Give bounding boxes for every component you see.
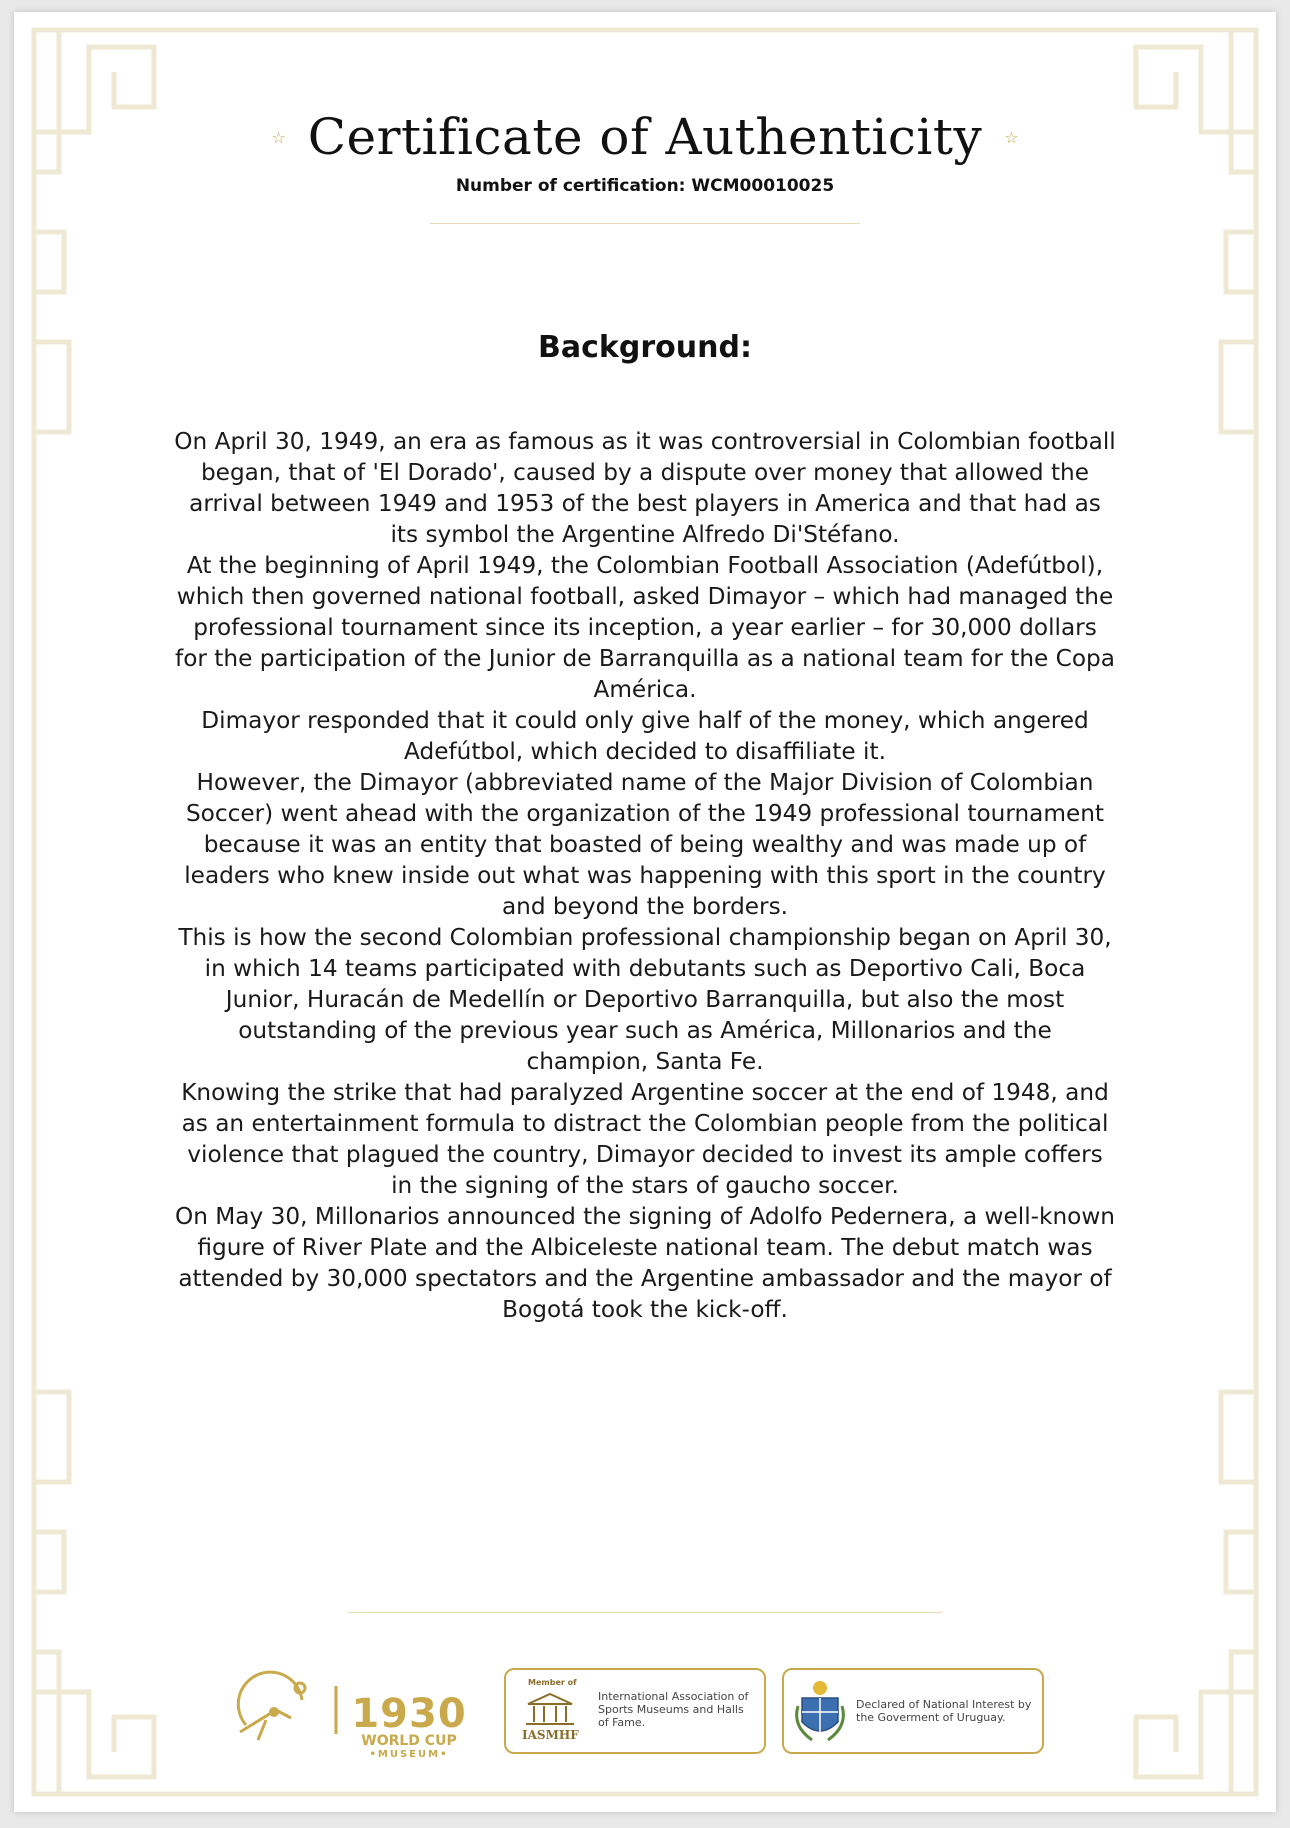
paragraph: Knowing the strike that had paralyzed Argentine soccer at the end of 1948, and as an entertainment formula to distract the Colombian people from the political violence that plagued the country, Dimayor decided to invest its ample coffers in the signing of the stars of gaucho soccer. xyxy=(181,1079,1109,1199)
museum-building-icon xyxy=(520,1690,580,1730)
uruguay-text: Declared of National Interest by the Goverment of Uruguay. xyxy=(856,1698,1032,1724)
paragraph: On April 30, 1949, an era as famous as it was controversial in Colombian football began, that of 'El Dorado', caused by a dispute over money that allowed the arrival between 1949 and 1953 of the best players in America and that had as its symbol the Argentine Alfredo Di'Stéfano. xyxy=(174,428,1116,548)
certificate-sheet xyxy=(14,12,1276,1812)
paragraph: This is how the second Colombian professional championship began on April 30, in which 14 teams participated with debutants such as Deportivo Cali, Boca Junior, Huracán de Medellín or Deportivo Barranquilla, but also the most outstanding of the previous year such as América, Millonarios and the champion, Santa Fe. xyxy=(178,924,1112,1075)
paragraph: However, the Dimayor (abbreviated name of the Major Division of Colombian Soccer) went ahead with the organization of the 1949 professional tournament because it was an entity that boasted of being wealthy and was made up of leaders who knew inside out what was happening with this sport in the country and beyond the borders. xyxy=(184,769,1106,920)
page-title: Certificate of Authenticity xyxy=(307,108,983,166)
uruguay-coat-of-arms-icon xyxy=(790,1676,850,1746)
museum-year: 1930 xyxy=(351,1691,467,1737)
museum-line2: •MUSEUM• xyxy=(369,1749,449,1760)
museum-logo xyxy=(236,1670,486,1760)
iasmhf-text: International Association of Sports Museums and Halls of Fame. xyxy=(598,1690,749,1729)
member-label: Member of xyxy=(528,1678,577,1687)
paragraph: Dimayor responded that it could only give half of the money, which angered Adefútbol, which decided to disaffiliate it. xyxy=(201,707,1089,765)
divider-top xyxy=(430,223,860,224)
title-row xyxy=(14,97,1276,177)
paragraph: On May 30, Millonarios announced the signing of Adolfo Pedernera, a well-known figure of River Plate and the Albiceleste national team. The debut match was attended by 30,000 spectators and the Argentine ambassador and the mayor of Bogotá took the kick-off. xyxy=(174,1203,1116,1323)
museum-line1: WORLD CUP xyxy=(361,1733,457,1749)
paragraph: At the beginning of April 1949, the Colombian Football Association (Adefútbol), which then governed national football, asked Dimayor – which had managed the professional tournament since its inception, a year earlier – for 30,000 dollars for the participation of the Junior de Barranquilla as a national team for the Copa América. xyxy=(175,552,1115,703)
footer-logos xyxy=(14,1652,1276,1762)
museum-wordmark xyxy=(344,1691,474,1761)
section-heading: Background: xyxy=(538,330,752,365)
background-text xyxy=(174,426,1116,1325)
iasmhf-acronym: IASMHF xyxy=(522,1728,579,1742)
certification-number: Number of certification: WCM00010025 xyxy=(455,176,835,196)
divider-bottom xyxy=(348,1612,942,1613)
uruguay-badge xyxy=(782,1668,1044,1754)
star-icon: ☆ xyxy=(1004,127,1019,147)
iasmhf-badge xyxy=(504,1668,766,1754)
star-icon: ☆ xyxy=(271,127,286,147)
